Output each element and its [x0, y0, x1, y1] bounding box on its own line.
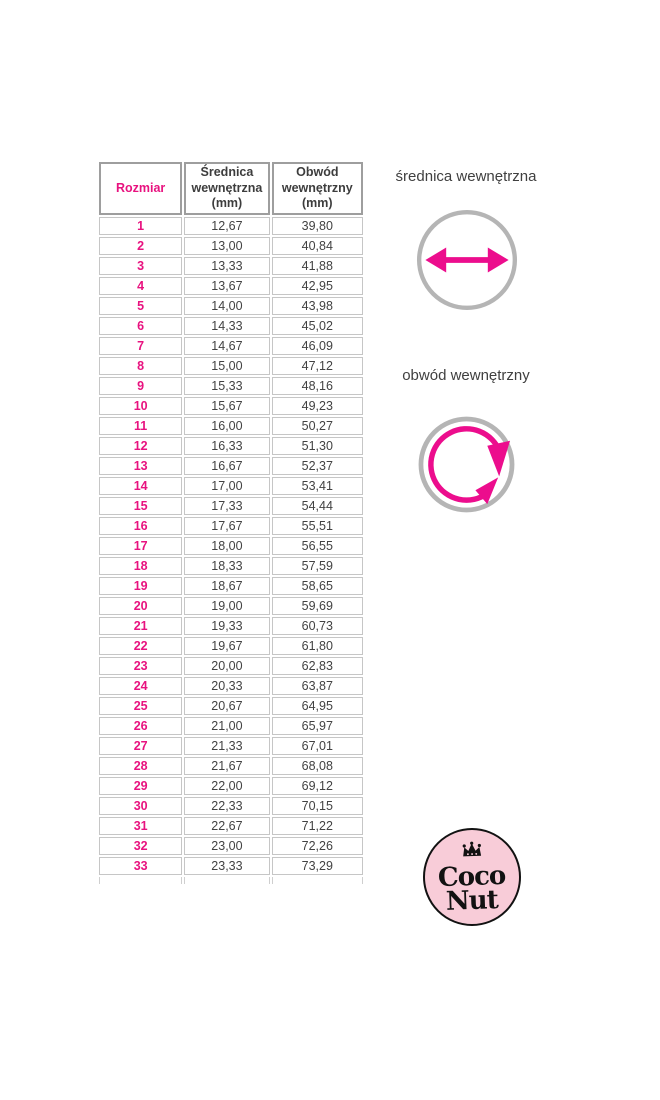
size-cell: 31 [99, 817, 182, 835]
diameter-cell: 18,33 [184, 557, 269, 575]
size-cell: 16 [99, 517, 182, 535]
table-row [99, 617, 363, 635]
circumference-cell: 69,12 [272, 777, 363, 795]
diameter-cell: 21,67 [184, 757, 269, 775]
diameter-cell: 23,33 [184, 857, 269, 875]
diameter-cell: 19,67 [184, 637, 269, 655]
size-cell: 10 [99, 397, 182, 415]
table-row [99, 437, 363, 455]
diameter-cell: 20,33 [184, 677, 269, 695]
circumference-cell: 39,80 [272, 217, 363, 235]
coconut-logo [423, 828, 521, 926]
circumference-cell: 64,95 [272, 697, 363, 715]
size-cell: 30 [99, 797, 182, 815]
circumference-cell: 65,97 [272, 717, 363, 735]
size-cell: 17 [99, 537, 182, 555]
table-row [99, 737, 363, 755]
circumference-cell: 55,51 [272, 517, 363, 535]
circumference-cell: 73,29 [272, 857, 363, 875]
table-row [99, 257, 363, 275]
table-row [99, 237, 363, 255]
size-cell: 7 [99, 337, 182, 355]
crown-icon [459, 841, 486, 864]
table-row [99, 777, 363, 795]
table-row [99, 537, 363, 555]
circumference-cell: 42,95 [272, 277, 363, 295]
size-cell: 20 [99, 597, 182, 615]
diameter-cell: 17,67 [184, 517, 269, 535]
table-row [99, 477, 363, 495]
size-table-header [99, 162, 363, 215]
size-cell: 23 [99, 657, 182, 675]
circumference-label: obwód wewnętrzny [402, 367, 530, 384]
size-cell: 8 [99, 357, 182, 375]
diameter-cell: 21,00 [184, 717, 269, 735]
size-cell: 13 [99, 457, 182, 475]
diameter-cell: 16,33 [184, 437, 269, 455]
size-cell: 2 [99, 237, 182, 255]
diameter-cell: 16,00 [184, 417, 269, 435]
size-cell: 14 [99, 477, 182, 495]
size-cell: 32 [99, 837, 182, 855]
circumference-cell: 40,84 [272, 237, 363, 255]
table-row [99, 417, 363, 435]
size-cell: 18 [99, 557, 182, 575]
size-table [97, 160, 365, 886]
size-cell: 6 [99, 317, 182, 335]
size-cell: 27 [99, 737, 182, 755]
circumference-cell: 61,80 [272, 637, 363, 655]
diameter-label: średnica wewnętrzna [395, 168, 537, 185]
diameter-cell: 18,67 [184, 577, 269, 595]
table-row [99, 577, 363, 595]
diameter-cell: 20,00 [184, 657, 269, 675]
circumference-circle-icon [417, 415, 516, 514]
diameter-cell: 20,67 [184, 697, 269, 715]
size-cell: 11 [99, 417, 182, 435]
diameter-cell: 13,00 [184, 237, 269, 255]
size-table-body [99, 217, 363, 875]
table-row [99, 557, 363, 575]
diameter-cell: 22,67 [184, 817, 269, 835]
stub-row [99, 877, 363, 884]
diameter-cell: 16,67 [184, 457, 269, 475]
diameter-cell: 23,00 [184, 837, 269, 855]
size-cell: 1 [99, 217, 182, 235]
circumference-cell: 72,26 [272, 837, 363, 855]
table-row [99, 297, 363, 315]
diameter-cell: 13,33 [184, 257, 269, 275]
table-row [99, 857, 363, 875]
logo-text-line2: Nut [445, 885, 499, 917]
table-row [99, 277, 363, 295]
diameter-circle-icon [415, 208, 519, 312]
diameter-cell: 19,00 [184, 597, 269, 615]
diameter-cell: 13,67 [184, 277, 269, 295]
diameter-cell: 12,67 [184, 217, 269, 235]
diameter-cell: 19,33 [184, 617, 269, 635]
table-row [99, 397, 363, 415]
circumference-cell: 49,23 [272, 397, 363, 415]
size-cell: 24 [99, 677, 182, 695]
circumference-cell: 48,16 [272, 377, 363, 395]
table-row [99, 497, 363, 515]
circumference-cell: 47,12 [272, 357, 363, 375]
circumference-cell: 46,09 [272, 337, 363, 355]
circumference-cell: 57,59 [272, 557, 363, 575]
diameter-cell: 14,67 [184, 337, 269, 355]
table-row [99, 637, 363, 655]
size-cell: 22 [99, 637, 182, 655]
table-row [99, 377, 363, 395]
circumference-cell: 45,02 [272, 317, 363, 335]
circumference-cell: 53,41 [272, 477, 363, 495]
size-table-stub [99, 877, 363, 884]
table-row [99, 717, 363, 735]
circumference-cell: 58,65 [272, 577, 363, 595]
table-row [99, 697, 363, 715]
diameter-cell: 22,00 [184, 777, 269, 795]
size-cell: 3 [99, 257, 182, 275]
size-cell: 4 [99, 277, 182, 295]
size-cell: 5 [99, 297, 182, 315]
size-cell: 28 [99, 757, 182, 775]
circumference-cell: 41,88 [272, 257, 363, 275]
circumference-cell: 54,44 [272, 497, 363, 515]
diameter-cell: 15,67 [184, 397, 269, 415]
size-cell: 12 [99, 437, 182, 455]
table-row [99, 837, 363, 855]
table-row [99, 317, 363, 335]
table-row [99, 797, 363, 815]
circumference-cell: 56,55 [272, 537, 363, 555]
circumference-cell: 62,83 [272, 657, 363, 675]
size-cell: 29 [99, 777, 182, 795]
size-cell: 15 [99, 497, 182, 515]
table-row [99, 357, 363, 375]
diameter-cell: 15,33 [184, 377, 269, 395]
circumference-cell: 68,08 [272, 757, 363, 775]
table-row [99, 757, 363, 775]
diameter-cell: 18,00 [184, 537, 269, 555]
diameter-cell: 15,00 [184, 357, 269, 375]
size-cell: 26 [99, 717, 182, 735]
circumference-cell: 71,22 [272, 817, 363, 835]
diameter-cell: 14,00 [184, 297, 269, 315]
table-row [99, 817, 363, 835]
circumference-cell: 43,98 [272, 297, 363, 315]
table-row [99, 457, 363, 475]
table-row [99, 657, 363, 675]
circumference-cell: 52,37 [272, 457, 363, 475]
table-row [99, 337, 363, 355]
circumference-cell: 50,27 [272, 417, 363, 435]
circumference-cell: 67,01 [272, 737, 363, 755]
circumference-cell: 63,87 [272, 677, 363, 695]
header-inner-circumference: Obwód wewnętrzny (mm) [272, 162, 363, 215]
header-size: Rozmiar [99, 162, 182, 215]
diameter-cell: 17,33 [184, 497, 269, 515]
table-row [99, 597, 363, 615]
diameter-cell: 17,00 [184, 477, 269, 495]
size-cell: 33 [99, 857, 182, 875]
circumference-cell: 70,15 [272, 797, 363, 815]
circumference-cell: 51,30 [272, 437, 363, 455]
table-row [99, 217, 363, 235]
size-cell: 21 [99, 617, 182, 635]
size-cell: 25 [99, 697, 182, 715]
diameter-cell: 22,33 [184, 797, 269, 815]
size-table-container [97, 160, 365, 886]
size-cell: 9 [99, 377, 182, 395]
diameter-cell: 14,33 [184, 317, 269, 335]
table-row [99, 517, 363, 535]
diameter-cell: 21,33 [184, 737, 269, 755]
size-cell: 19 [99, 577, 182, 595]
circumference-cell: 60,73 [272, 617, 363, 635]
header-inner-diameter: Średnica wewnętrzna (mm) [184, 162, 269, 215]
table-row [99, 677, 363, 695]
logo-text-line1: Coco [437, 860, 507, 894]
circumference-cell: 59,69 [272, 597, 363, 615]
